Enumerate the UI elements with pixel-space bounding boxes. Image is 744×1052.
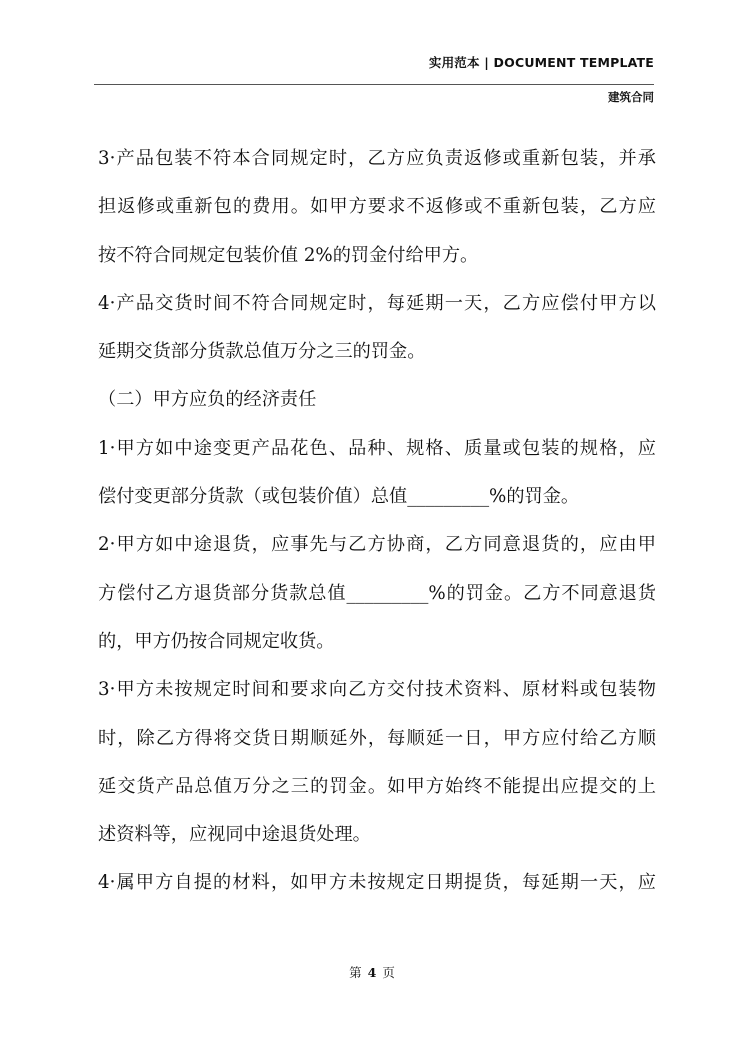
page-header: [94, 50, 654, 85]
text-line: 按不符合同规定包装价值 2%的罚金付给甲方。: [98, 244, 479, 266]
text-line: （二）甲方应负的经济责任: [98, 389, 317, 411]
text-line: 的，甲方仍按合同规定收货。: [98, 630, 335, 652]
header-subtitle: 建筑合同: [608, 90, 654, 104]
text-line: 时，除乙方得将交货日期顺延外，每顺延一日，甲方应付给乙方顺: [98, 727, 656, 749]
text-line: 延交货产品总值万分之三的罚金。如甲方始终不能提出应提交的上: [98, 775, 656, 797]
text-line: 方偿付乙方退货部分货款总值_________%的罚金。乙方不同意退货: [98, 582, 656, 604]
text-line: 延期交货部分货款总值万分之三的罚金。: [98, 341, 426, 363]
header-title: 实用范本 | DOCUMENT TEMPLATE: [428, 55, 654, 70]
text-line: 2·甲方如中途退货，应事先与乙方协商，乙方同意退货的，应由甲: [98, 534, 656, 556]
text-line: 担返修或重新包的费用。如甲方要求不返修或不重新包装，乙方应: [98, 196, 656, 218]
text-line: 述资料等，应视同中途退货处理。: [98, 824, 371, 846]
page-label-suffix: 页: [382, 965, 395, 980]
text-line: 1·甲方如中途变更产品花色、品种、规格、质量或包装的规格，应: [98, 437, 656, 459]
text-line: 3·产品包装不符本合同规定时，乙方应负责返修或重新包装，并承: [98, 148, 656, 169]
page-label-prefix: 第: [349, 965, 362, 980]
document-body: [98, 139, 656, 912]
text-line: 3·甲方未按规定时间和要求向乙方交付技术资料、原材料或包装物: [98, 679, 656, 701]
page-footer: [0, 963, 744, 981]
text-line: 偿付变更部分货款（或包装价值）总值_________%的罚金。: [98, 486, 580, 508]
page-number: 4: [367, 965, 377, 980]
text-line: 4·属甲方自提的材料，如甲方未按规定日期提货，每延期一天，应: [98, 872, 656, 894]
text-line: 4·产品交货时间不符合同规定时，每延期一天，乙方应偿付甲方以: [98, 292, 656, 314]
